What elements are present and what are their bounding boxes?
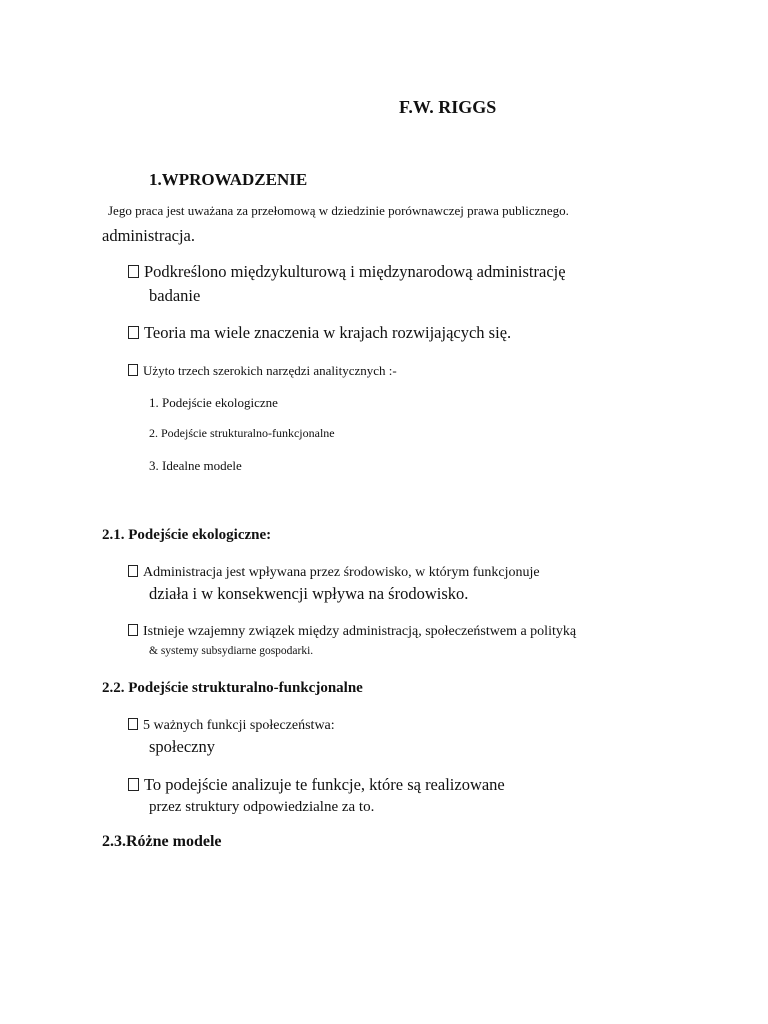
- ecological-bullet-2-text: Istnieje wzajemny związek między administracją, społeczeństwem a polityką: [143, 624, 577, 639]
- models-heading: 2.3.Różne modele: [102, 833, 222, 850]
- checkbox-glyph-icon: [128, 624, 138, 636]
- intro-bullet-3: [128, 364, 397, 379]
- ecological-bullet-1-cont: działa i w konsekwencji wpływa na środowisko.: [149, 584, 469, 603]
- intro-heading: 1.WPROWADZENIE: [149, 170, 308, 189]
- structural-bullet-1-text: 5 ważnych funkcji społeczeństwa:: [143, 718, 335, 733]
- ecological-bullet-2-cont: & systemy subsydiarne gospodarki.: [149, 645, 314, 657]
- structural-bullet-1: [128, 718, 335, 734]
- structural-bullet-1-cont: społeczny: [149, 737, 215, 756]
- intro-bullet-2-text: Teoria ma wiele znaczenia w krajach rozwijających się.: [144, 323, 512, 342]
- ecological-bullet-1: [128, 565, 540, 581]
- structural-bullet-2: [128, 776, 505, 795]
- intro-text-line2: administracja.: [102, 226, 196, 245]
- checkbox-glyph-icon: [128, 265, 139, 278]
- checkbox-glyph-icon: [128, 565, 138, 577]
- ecological-bullet-1-text: Administracja jest wpływana przez środowisko, w którym funkcjonuje: [143, 565, 540, 580]
- structural-bullet-2-text: To podejście analizuje te funkcje, które są realizowane: [144, 775, 505, 794]
- tool-item-1: 1. Podejście ekologiczne: [149, 395, 278, 410]
- tool-item-2: 2. Podejście strukturalno-funkcjonalne: [149, 426, 335, 440]
- ecological-bullet-2: [128, 624, 576, 640]
- document-title: F.W. RIGGS: [399, 97, 497, 117]
- intro-bullet-3-text: Użyto trzech szerokich narzędzi analitycznych :-: [143, 363, 397, 378]
- structural-bullet-2-cont: przez struktury odpowiedzialne za to.: [149, 799, 375, 815]
- intro-bullet-1-cont: badanie: [149, 286, 201, 305]
- checkbox-glyph-icon: [128, 364, 138, 376]
- intro-bullet-1: [128, 263, 566, 282]
- tool-item-3: 3. Idealne modele: [149, 458, 242, 473]
- intro-bullet-1-text: Podkreślono międzykulturową i międzynarodową administrację: [144, 262, 566, 281]
- checkbox-glyph-icon: [128, 718, 138, 730]
- checkbox-glyph-icon: [128, 778, 139, 791]
- ecological-heading: 2.1. Podejście ekologiczne:: [102, 527, 272, 543]
- intro-text-line1: Jego praca jest uważana za przełomową w dziedzinie porównawczej prawa publicznego.: [108, 203, 569, 218]
- checkbox-glyph-icon: [128, 326, 139, 339]
- intro-bullet-2: [128, 324, 511, 343]
- structural-heading: 2.2. Podejście strukturalno-funkcjonalne: [102, 680, 363, 696]
